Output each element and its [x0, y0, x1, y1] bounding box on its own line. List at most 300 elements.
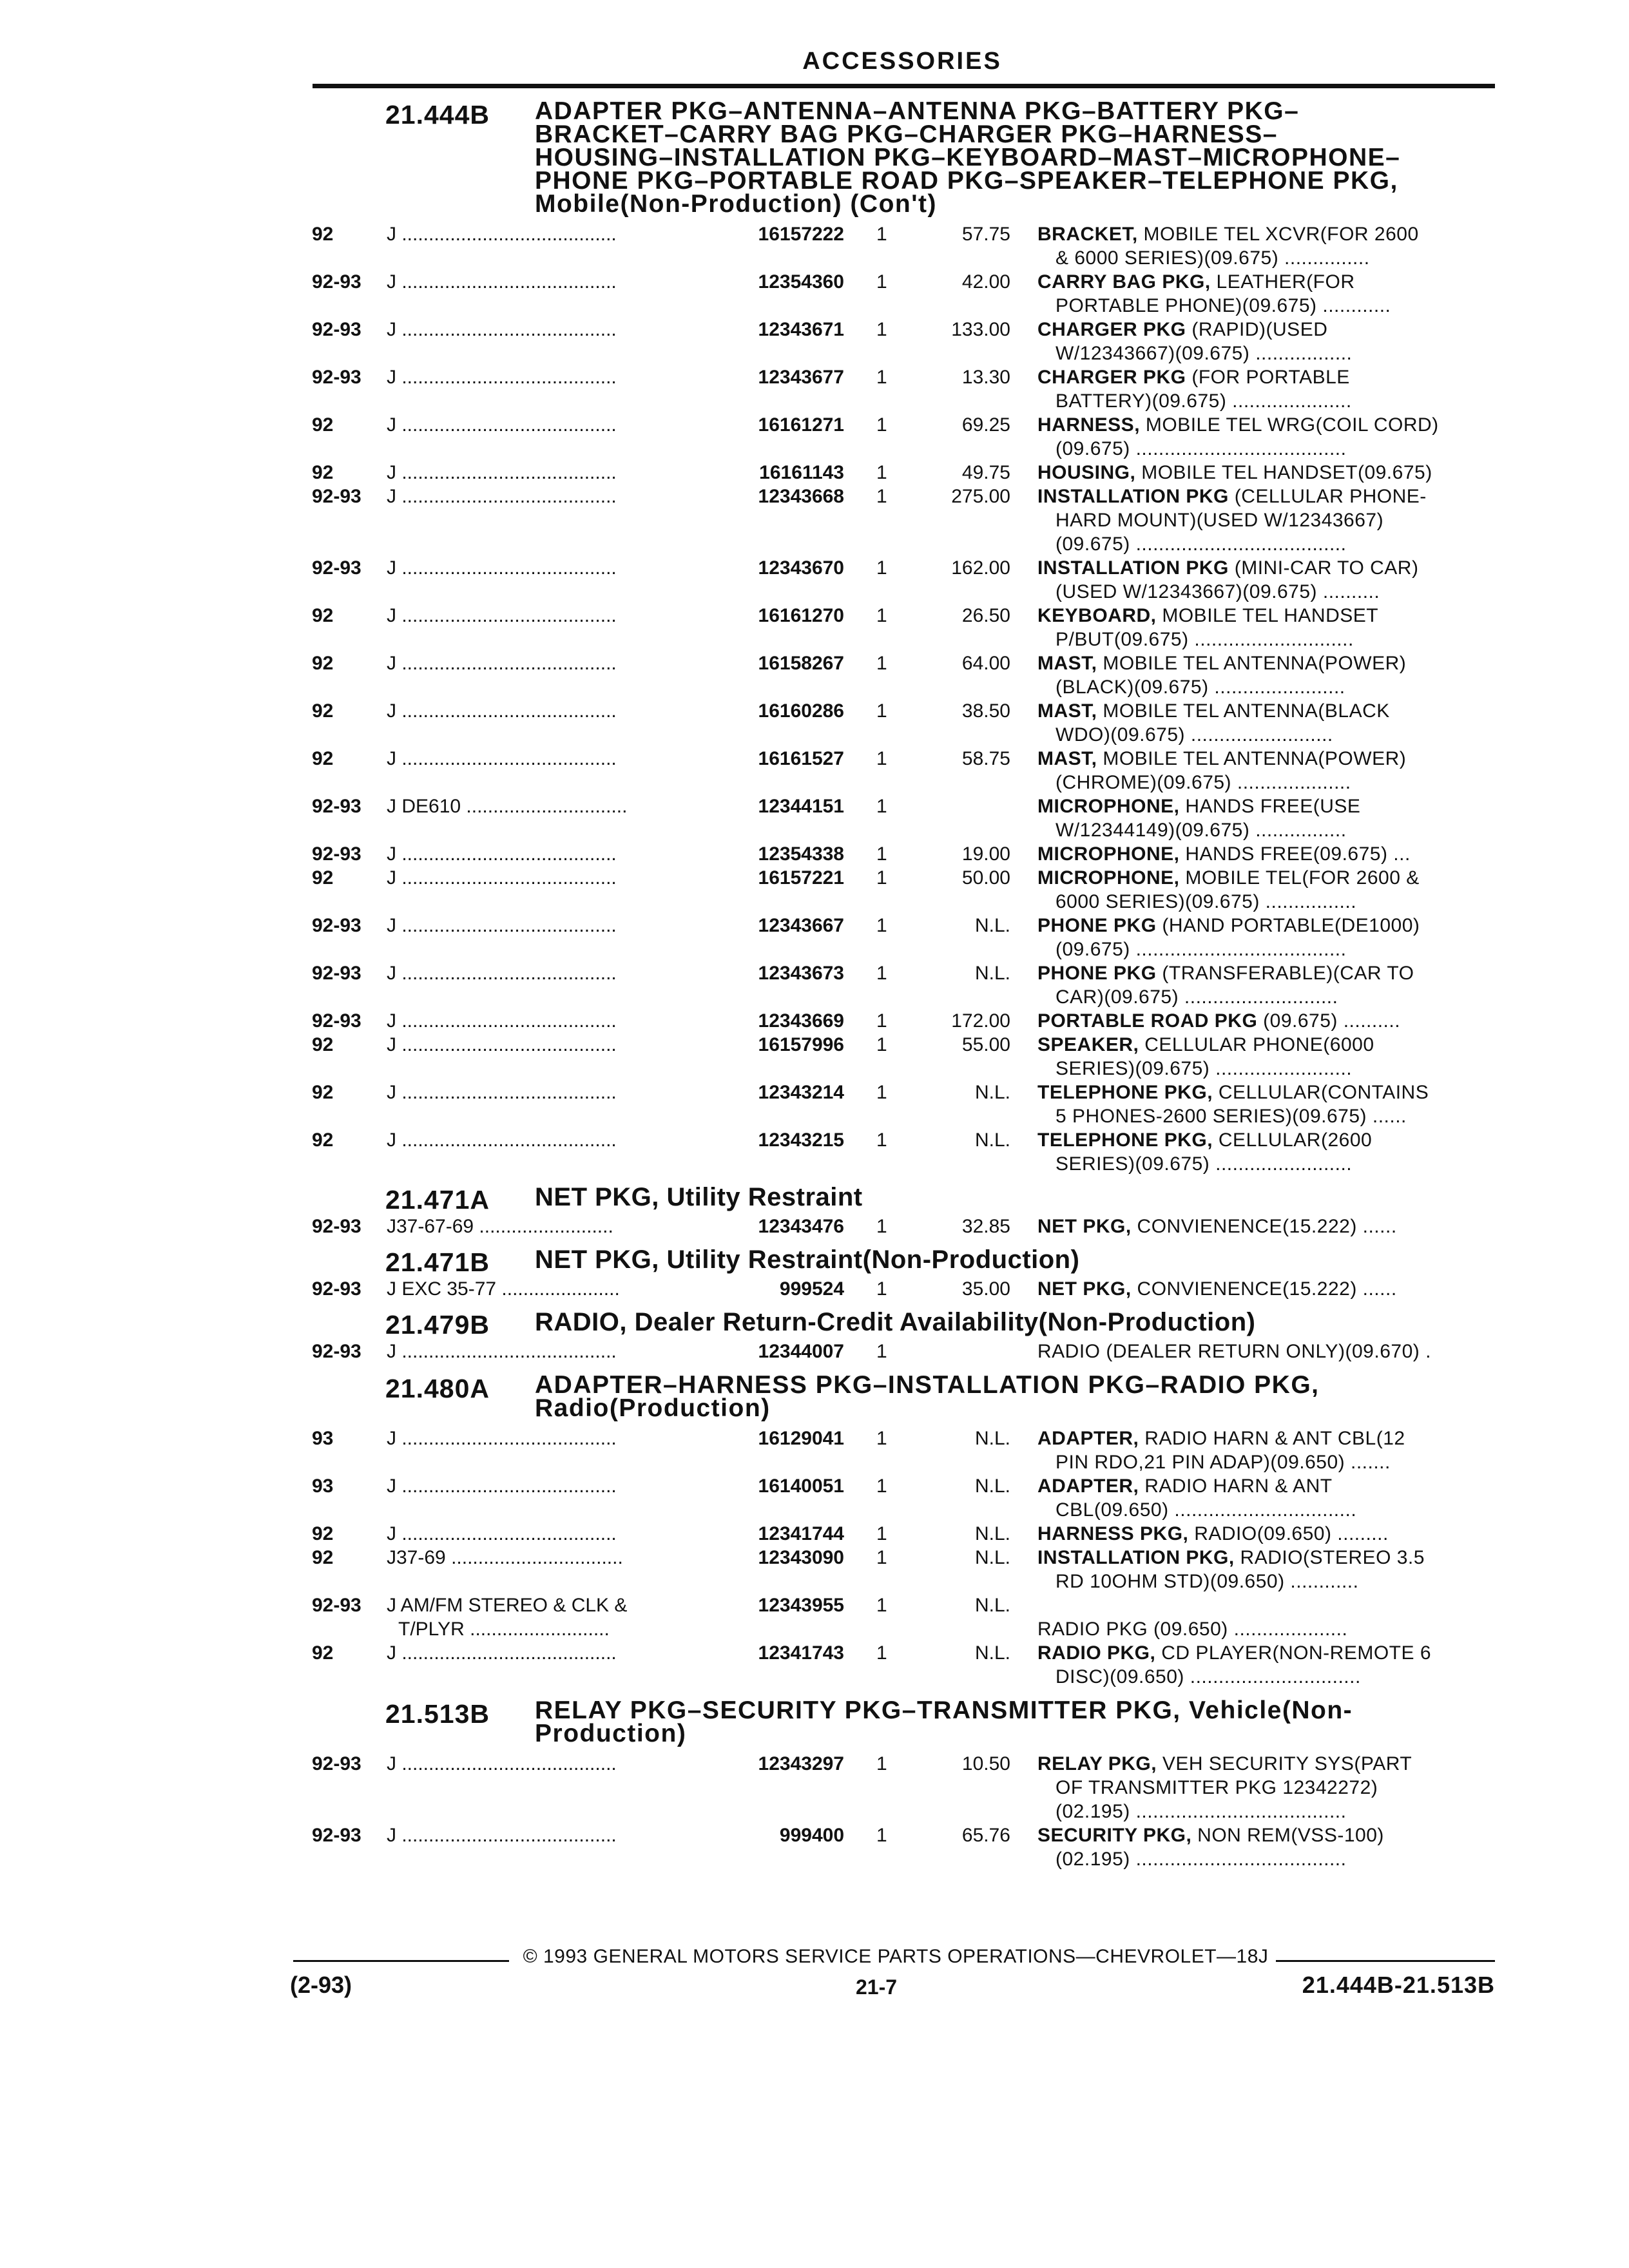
model-year: 92-93 [312, 963, 361, 984]
description-text: MOBILE TEL ANTENNA(BLACK [1103, 700, 1390, 722]
part-description [1037, 1009, 1501, 1033]
description-line [1037, 556, 1501, 580]
part-description [1037, 1641, 1501, 1689]
description-name: SECURITY PKG, [1037, 1825, 1192, 1846]
part-number: 12343297 [758, 1753, 844, 1774]
quantity: 1 [876, 367, 887, 388]
description-line [1037, 1128, 1501, 1152]
part-row [0, 222, 1629, 270]
description-text: CONVIENENCE(15.222) ...... [1137, 1278, 1397, 1300]
part-number: 16161271 [758, 414, 844, 436]
description-line [1037, 747, 1501, 771]
quantity: 1 [876, 605, 887, 626]
body-option: J ........................................ [387, 367, 617, 388]
part-number: 12341744 [758, 1523, 844, 1544]
description-name: CARRY BAG PKG, [1037, 271, 1211, 293]
description-text: RADIO(09.650) ......... [1194, 1523, 1389, 1544]
description-line: 6000 SERIES)(09.675) ................ [1055, 891, 1357, 912]
description-line: (USED W/12343667)(09.675) .......... [1055, 581, 1380, 602]
description-line: WDO)(09.675) ......................... [1055, 724, 1333, 745]
description-line [1037, 1427, 1501, 1450]
part-number: 12343670 [758, 557, 844, 579]
description-line [1037, 961, 1501, 985]
description-name: PHONE PKG [1037, 963, 1157, 984]
description-name: MAST, [1037, 653, 1097, 674]
description-name: HARNESS, [1037, 414, 1141, 436]
part-row [0, 1522, 1629, 1546]
quantity: 1 [876, 867, 887, 889]
description-line: (CHROME)(09.675) .................... [1055, 772, 1351, 793]
model-year: 92-93 [312, 843, 361, 865]
body-option: J ........................................ [387, 1428, 617, 1449]
section-title-line: Radio(Production) [535, 1394, 771, 1422]
description-line [1037, 485, 1501, 508]
body-option: J ........................................ [387, 915, 617, 936]
section-code: 21.471B [385, 1247, 490, 1277]
price: 10.50 [961, 1753, 1010, 1774]
part-description [1037, 1081, 1501, 1128]
price: N.L. [974, 1595, 1010, 1616]
description-text: (HAND PORTABLE(DE1000) [1162, 915, 1420, 936]
description-line [1037, 866, 1501, 890]
part-row [0, 556, 1629, 604]
part-description [1037, 1340, 1501, 1363]
body-option: J ........................................ [387, 700, 617, 722]
description-line [1037, 914, 1501, 937]
description-text: NON REM(VSS-100) [1197, 1825, 1384, 1846]
description-name: RELAY PKG, [1037, 1753, 1157, 1774]
section-code: 21.444B [385, 100, 490, 130]
body-option: J ........................................ [387, 1825, 617, 1846]
section-title-line: NET PKG, Utility Restraint(Non-Production) [535, 1245, 1080, 1274]
quantity: 1 [876, 1523, 887, 1544]
price: 49.75 [961, 462, 1010, 483]
description-text: RADIO HARN & ANT [1144, 1475, 1333, 1497]
body-option: J ........................................ [387, 1523, 617, 1544]
part-number: 12343667 [758, 915, 844, 936]
description-line [1037, 1081, 1501, 1104]
model-year: 92-93 [312, 1753, 361, 1774]
description-name: NET PKG, [1037, 1216, 1132, 1237]
description-line [1037, 1009, 1501, 1033]
parts-listing [0, 97, 1629, 1871]
part-number: 12344007 [758, 1341, 844, 1362]
part-number: 12343090 [758, 1547, 844, 1568]
part-number: 12341743 [758, 1642, 844, 1664]
price: 57.75 [961, 224, 1010, 245]
section-header [0, 1696, 1629, 1747]
body-option: J ........................................ [387, 1129, 617, 1151]
description-line: SERIES)(09.675) ........................ [1055, 1058, 1353, 1079]
price: 13.30 [961, 367, 1010, 388]
quantity: 1 [876, 1642, 887, 1664]
part-description [1037, 866, 1501, 914]
part-row [0, 1277, 1629, 1301]
footer-page-number: 21-7 [855, 1975, 898, 1999]
description-line [1037, 1474, 1501, 1498]
model-year: 92 [312, 1642, 334, 1664]
quantity: 1 [876, 319, 887, 340]
body-option: J37-69 ................................ [387, 1547, 623, 1568]
description-name: INSTALLATION PKG, [1037, 1547, 1235, 1568]
part-description [1037, 914, 1501, 961]
part-row [0, 747, 1629, 794]
quantity: 1 [876, 700, 887, 722]
model-year: 93 [312, 1428, 334, 1449]
description-text: CONVIENENCE(15.222) ...... [1137, 1216, 1397, 1237]
part-description [1037, 604, 1501, 651]
part-number: 16161143 [759, 462, 844, 483]
quantity: 1 [876, 1034, 887, 1055]
part-row [0, 1546, 1629, 1593]
part-row [0, 1752, 1629, 1823]
quantity: 1 [876, 1129, 887, 1151]
description-line [1037, 604, 1501, 628]
section-title-line: PHONE PKG–PORTABLE ROAD PKG–SPEAKER–TELEPHONE PKG, [535, 167, 1398, 195]
quantity: 1 [876, 843, 887, 865]
body-option: J ........................................ [387, 1082, 617, 1103]
part-row [0, 866, 1629, 914]
section-header [0, 97, 1629, 218]
part-row [0, 1128, 1629, 1176]
part-row [0, 651, 1629, 699]
section-title [535, 97, 1501, 218]
price: 42.00 [961, 271, 1010, 293]
description-name: MAST, [1037, 700, 1097, 722]
section-header [0, 1183, 1629, 1215]
description-line: W/12343667)(09.675) ................. [1055, 343, 1353, 364]
description-line [1037, 1277, 1501, 1301]
description-line [1037, 413, 1501, 437]
part-description [1037, 222, 1501, 270]
part-number: 12344151 [758, 796, 844, 817]
section-title-line: RADIO, Dealer Return-Credit Availability(Non-Production) [535, 1308, 1256, 1336]
description-text: LEATHER(FOR [1216, 271, 1355, 293]
description-name: PORTABLE ROAD PKG [1037, 1010, 1258, 1032]
header-rule [313, 84, 1495, 88]
price: 64.00 [961, 653, 1010, 674]
part-number: 16161270 [758, 605, 844, 626]
description-line: (02.195) ..................................... [1055, 1849, 1347, 1870]
part-row [0, 365, 1629, 413]
part-number: 12343214 [758, 1082, 844, 1103]
description-line: (09.675) ..................................... [1055, 438, 1347, 459]
part-description [1037, 1474, 1501, 1522]
body-option: J ........................................ [387, 963, 617, 984]
body-option: J ........................................ [387, 867, 617, 889]
description-name: BRACKET, [1037, 224, 1138, 245]
quantity: 1 [876, 1216, 887, 1237]
quantity: 1 [876, 796, 887, 817]
description-line [1037, 365, 1501, 389]
part-number: 12343669 [758, 1010, 844, 1032]
description-line [1037, 1752, 1501, 1776]
part-description [1037, 1033, 1501, 1081]
body-option: J DE610 .............................. [387, 796, 628, 817]
model-year: 92 [312, 653, 334, 674]
description-line [1037, 461, 1501, 485]
price: N.L. [974, 915, 1010, 936]
part-description [1037, 651, 1501, 699]
price: N.L. [974, 1523, 1010, 1544]
footer-revision-date: (2-93) [290, 1972, 352, 1998]
description-name: ADAPTER, [1037, 1428, 1139, 1449]
section-code: 21.513B [385, 1699, 490, 1729]
description-text: (CELLULAR PHONE- [1234, 486, 1427, 507]
model-year: 92 [312, 605, 334, 626]
part-description [1037, 461, 1501, 485]
part-row [0, 1427, 1629, 1474]
part-number: 999524 [779, 1278, 844, 1300]
section-header [0, 1371, 1629, 1422]
model-year: 92-93 [312, 1278, 361, 1300]
part-row [0, 1474, 1629, 1522]
part-description [1037, 556, 1501, 604]
section-code: 21.479B [385, 1310, 490, 1340]
description-line: CBL(09.650) ................................ [1055, 1499, 1357, 1521]
part-description [1037, 699, 1501, 747]
part-number: 12343955 [758, 1595, 844, 1616]
quantity: 1 [876, 486, 887, 507]
part-number: 12354338 [758, 843, 844, 865]
section-title-line: Mobile(Non-Production) (Con't) [535, 190, 937, 218]
part-row [0, 1009, 1629, 1033]
description-text: RADIO HARN & ANT CBL(12 [1144, 1428, 1405, 1449]
model-year: 93 [312, 1475, 334, 1497]
footer-rule-right [1276, 1960, 1495, 1962]
quantity: 1 [876, 557, 887, 579]
part-row [0, 1033, 1629, 1081]
part-row [0, 604, 1629, 651]
description-text: CELLULAR PHONE(6000 [1144, 1034, 1374, 1055]
model-year: 92 [312, 1129, 334, 1151]
part-number: 16129041 [758, 1428, 844, 1449]
section-title-line: ADAPTER–HARNESS PKG–INSTALLATION PKG–RADIO PKG, [535, 1371, 1320, 1399]
body-option: J ........................................ [387, 271, 617, 293]
model-year: 92 [312, 414, 334, 436]
description-name: MICROPHONE, [1037, 843, 1180, 865]
part-number: 16160286 [758, 700, 844, 722]
price: N.L. [974, 963, 1010, 984]
body-option: J ........................................ [387, 319, 617, 340]
description-line [1037, 651, 1501, 675]
model-year: 92 [312, 224, 334, 245]
description-name: MAST, [1037, 748, 1097, 769]
description-line: (09.675) ..................................... [1055, 939, 1347, 960]
description-line [1037, 699, 1501, 723]
description-text: MOBILE TEL ANTENNA(POWER) [1103, 748, 1407, 769]
part-row [0, 1823, 1629, 1871]
description-line [1037, 842, 1501, 866]
quantity: 1 [876, 1475, 887, 1497]
quantity: 1 [876, 1547, 887, 1568]
price: N.L. [974, 1475, 1010, 1497]
model-year: 92 [312, 1082, 334, 1103]
part-description [1037, 1427, 1501, 1474]
description-name: MICROPHONE, [1037, 867, 1180, 889]
price: N.L. [974, 1129, 1010, 1151]
description-line: (09.675) ..................................... [1055, 533, 1347, 555]
part-description [1037, 794, 1501, 842]
model-year: 92-93 [312, 1825, 361, 1846]
price: 50.00 [961, 867, 1010, 889]
part-number: 12343215 [758, 1129, 844, 1151]
description-text: MOBILE TEL WRG(COIL CORD) [1145, 414, 1439, 436]
body-option: J37-67-69 ......................... [387, 1216, 613, 1237]
part-number: 16161527 [758, 748, 844, 769]
part-number: 12354360 [758, 271, 844, 293]
description-line: DISC)(09.650) .............................. [1055, 1666, 1361, 1687]
section-title [535, 1247, 1501, 1272]
section-code: 21.471A [385, 1185, 490, 1215]
body-option: J ........................................ [387, 1034, 617, 1055]
description-line: RD 10OHM STD)(09.650) ............ [1055, 1571, 1359, 1592]
model-year: 92-93 [312, 367, 361, 388]
description-name: ADAPTER, [1037, 1475, 1139, 1497]
description-text: (MINI-CAR TO CAR) [1234, 557, 1419, 579]
body-option: J ........................................ [387, 462, 617, 483]
model-year: 92 [312, 462, 334, 483]
description-name: KEYBOARD, [1037, 605, 1157, 626]
part-row [0, 914, 1629, 961]
description-line: 5 PHONES-2600 SERIES)(09.675) ...... [1055, 1106, 1407, 1127]
description-text: MOBILE TEL HANDSET [1162, 605, 1379, 626]
body-option: J ........................................ [387, 1753, 617, 1774]
description-name: CHARGER PKG [1037, 367, 1186, 388]
model-year: 92-93 [312, 557, 361, 579]
part-row [0, 1340, 1629, 1363]
price: 26.50 [961, 605, 1010, 626]
quantity: 1 [876, 462, 887, 483]
part-description [1037, 961, 1501, 1009]
description-line [1037, 270, 1501, 294]
part-row [0, 413, 1629, 461]
description-line [1037, 794, 1501, 818]
part-description [1037, 318, 1501, 365]
price: 35.00 [961, 1278, 1010, 1300]
footer-copyright: © 1993 GENERAL MOTORS SERVICE PARTS OPERATIONS—CHEVROLET—18J [523, 1946, 1269, 1967]
price: 133.00 [951, 319, 1010, 340]
description-line [1037, 318, 1501, 341]
part-description [1037, 1215, 1501, 1238]
part-number: 12343673 [758, 963, 844, 984]
body-option: J ........................................ [387, 843, 617, 865]
part-number: 16158267 [758, 653, 844, 674]
quantity: 1 [876, 1825, 887, 1846]
model-year: 92-93 [312, 486, 361, 507]
description-line: RADIO (DEALER RETURN ONLY)(09.670) . [1037, 1341, 1431, 1362]
description-text: CELLULAR(2600 [1218, 1129, 1373, 1151]
quantity: 1 [876, 748, 887, 769]
model-year: 92-93 [312, 1341, 361, 1362]
body-option: J ........................................ [387, 224, 617, 245]
part-row [0, 794, 1629, 842]
quantity: 1 [876, 1341, 887, 1362]
footer-section-range: 21.444B-21.513B [1302, 1972, 1495, 1998]
quantity: 1 [876, 1753, 887, 1774]
description-line [1037, 222, 1501, 246]
description-name: HARNESS PKG, [1037, 1523, 1189, 1544]
price: 162.00 [951, 557, 1010, 579]
quantity: 1 [876, 653, 887, 674]
description-name: SPEAKER, [1037, 1034, 1139, 1055]
description-line: BATTERY)(09.675) ..................... [1055, 390, 1352, 412]
quantity: 1 [876, 1595, 887, 1616]
body-option: J ........................................ [387, 414, 617, 436]
description-text: HANDS FREE(USE [1185, 796, 1361, 817]
price: 58.75 [961, 748, 1010, 769]
section-header [0, 1308, 1629, 1340]
part-number: 12343476 [758, 1216, 844, 1237]
description-name: INSTALLATION PKG [1037, 486, 1229, 507]
description-text: CELLULAR(CONTAINS [1218, 1082, 1429, 1103]
quantity: 1 [876, 1278, 887, 1300]
section-title [535, 1185, 1501, 1209]
description-line: (02.195) ..................................... [1055, 1801, 1347, 1822]
description-line: PORTABLE PHONE)(09.675) ............ [1055, 295, 1391, 316]
section-title-line: RELAY PKG–SECURITY PKG–TRANSMITTER PKG, Vehicle(Non- [535, 1696, 1353, 1724]
part-description [1037, 1522, 1501, 1546]
description-text: (TRANSFERABLE)(CAR TO [1162, 963, 1414, 984]
description-line: RADIO PKG (09.650) .................... [1037, 1619, 1348, 1640]
section-title [535, 1696, 1501, 1747]
description-line: OF TRANSMITTER PKG 12342272) [1055, 1777, 1378, 1798]
description-text: CD PLAYER(NON-REMOTE 6 [1161, 1642, 1432, 1664]
part-row [0, 461, 1629, 485]
model-year: 92 [312, 748, 334, 769]
description-line [1037, 1522, 1501, 1546]
description-line [1037, 1823, 1501, 1847]
description-line: (BLACK)(09.675) ....................... [1055, 677, 1345, 698]
body-option: J ........................................ [387, 557, 617, 579]
part-description [1037, 1823, 1501, 1871]
part-row [0, 270, 1629, 318]
part-description [1037, 1128, 1501, 1176]
model-year: 92-93 [312, 1595, 361, 1616]
part-description [1037, 1593, 1501, 1641]
description-line [1037, 1641, 1501, 1665]
price: 69.25 [961, 414, 1010, 436]
price: N.L. [974, 1082, 1010, 1103]
description-name: HOUSING, [1037, 462, 1136, 483]
description-name: MICROPHONE, [1037, 796, 1180, 817]
part-number: 12343677 [758, 367, 844, 388]
description-name: RADIO PKG, [1037, 1642, 1156, 1664]
quantity: 1 [876, 1010, 887, 1032]
section-title-line: BRACKET–CARRY BAG PKG–CHARGER PKG–HARNESS– [535, 120, 1278, 148]
price: N.L. [974, 1428, 1010, 1449]
page-header-title: ACCESSORIES [802, 48, 1002, 75]
model-year: 92 [312, 867, 334, 889]
price: 55.00 [961, 1034, 1010, 1055]
part-description [1037, 365, 1501, 413]
part-description [1037, 747, 1501, 794]
description-line: CAR)(09.675) ........................... [1055, 986, 1338, 1008]
description-name: INSTALLATION PKG [1037, 557, 1229, 579]
description-name: PHONE PKG [1037, 915, 1157, 936]
price: 19.00 [961, 843, 1010, 865]
model-year: 92-93 [312, 271, 361, 293]
description-text: MOBILE TEL XCVR(FOR 2600 [1143, 224, 1419, 245]
description-line [1037, 1593, 1501, 1617]
section-title-line: Production) [535, 1720, 687, 1747]
quantity: 1 [876, 271, 887, 293]
description-line [1037, 1033, 1501, 1057]
price: N.L. [974, 1547, 1010, 1568]
price: 65.76 [961, 1825, 1010, 1846]
description-line [1037, 1215, 1501, 1238]
body-option: J ........................................ [387, 1642, 617, 1664]
